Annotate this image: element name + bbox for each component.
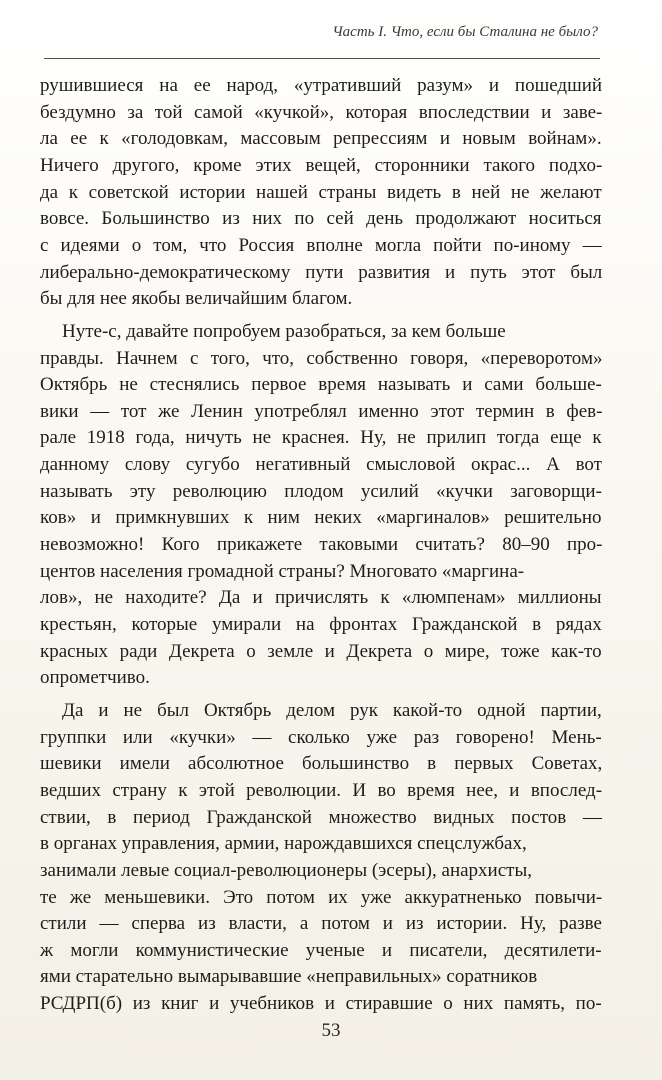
text-line: крестьян, которые умирали на фронтах Гражданской в рядах — [40, 614, 602, 635]
text-line: либерально-демократическому пути развития и путь этот был — [40, 261, 603, 283]
text-line: лов», не находите? Да и причислять к «люмпенам» миллионы — [40, 587, 602, 609]
text-line: занимали левые социал-революционеры (эсеры), анархисты, — [40, 859, 532, 881]
text-line: Ничего другого, кроме этих вещей, сторонники такого подхо- — [40, 154, 603, 176]
text-line: бездумно за той самой «кучкой», которая впоследствии и заве- — [40, 101, 603, 123]
text-line: в органах управления, армии, нарождавшихся спецслужбах, — [40, 833, 527, 855]
text-line: ла ее к «голодовкам, массовым репрессиям и новым войнам». — [40, 128, 602, 150]
text-line: ков» и примкнувших к ним неких «маргиналов» решительно — [40, 507, 602, 529]
text-line: рале 1918 года, ничуть не краснея. Ну, не прилип тогда еще к — [40, 427, 602, 449]
text-line: с идеями о том, что Россия вполне могла пойти по-иному — — [40, 234, 602, 256]
text-line: невозможно! Кого прикажете таковыми считать? 80–90 про- — [40, 534, 603, 556]
text-line: вики — тот же Ленин употреблял именно этот термин в фев- — [40, 400, 603, 422]
text-line: Октябрь не стеснялись первое время называть и сами больше- — [40, 374, 602, 396]
text-line: ведших страну к этой революции. И во время нее, и впослед- — [40, 779, 603, 801]
text-line: ж могли коммунистические ученые и писатели, десятилети- — [40, 939, 602, 961]
text-line: стили — сперва из власти, а потом и из истории. Ну, разве — [40, 913, 602, 935]
text-line: данному слову сугубо негативный смысловой окрас... А вот — [40, 454, 602, 476]
text-line: опрометчиво. — [40, 667, 150, 689]
text-line: бы для нее якобы величайшим благом. — [40, 288, 353, 310]
text-line: центов населения громадной страны? Многовато «маргина- — [40, 560, 525, 582]
text-line: называть эту революцию плодом усилий «кучки заговорщи- — [40, 480, 602, 502]
text-line: РСДРП(б) из книг и учебников и стиравшие о них память, по- — [40, 993, 602, 1015]
text-line: рушившиеся на ее народ, «утративший разум» и пошедший — [40, 75, 603, 96]
text-line: ями старательно вымарывавшие «неправильных» соратников — [40, 966, 538, 988]
text-line: да к советской истории нашей страны видеть в ней не желают — [40, 181, 602, 203]
text-line: ствии, в период Гражданской множество видных постов — — [40, 806, 602, 828]
page-number: 53 — [321, 1020, 341, 1041]
header-rule — [44, 58, 600, 59]
text-line: те же меньшевики. Это потом их уже аккуратненько повычи- — [40, 886, 603, 908]
text-line: группки или «кучки» — сколько уже раз говорено! Мень- — [40, 726, 602, 748]
text-line: Да и не был Октябрь делом рук какой-то одной партии, — [62, 699, 602, 721]
running-header: Часть I. Что, если бы Сталина не было? — [332, 24, 598, 40]
text-line: правды. Начнем с того, что, собственно говоря, «переворотом» — [40, 347, 603, 369]
text-line: вовсе. Большинство из них по сей день продолжают носиться — [40, 208, 602, 230]
text-line: шевики имели абсолютное большинство в первых Советах, — [40, 753, 603, 775]
text-line: красных ради Декрета о земле и Декрета о мире, тоже как-то — [40, 640, 602, 662]
text-line: Нуте-с, давайте попробуем разобраться, за кем больше — [62, 320, 506, 342]
